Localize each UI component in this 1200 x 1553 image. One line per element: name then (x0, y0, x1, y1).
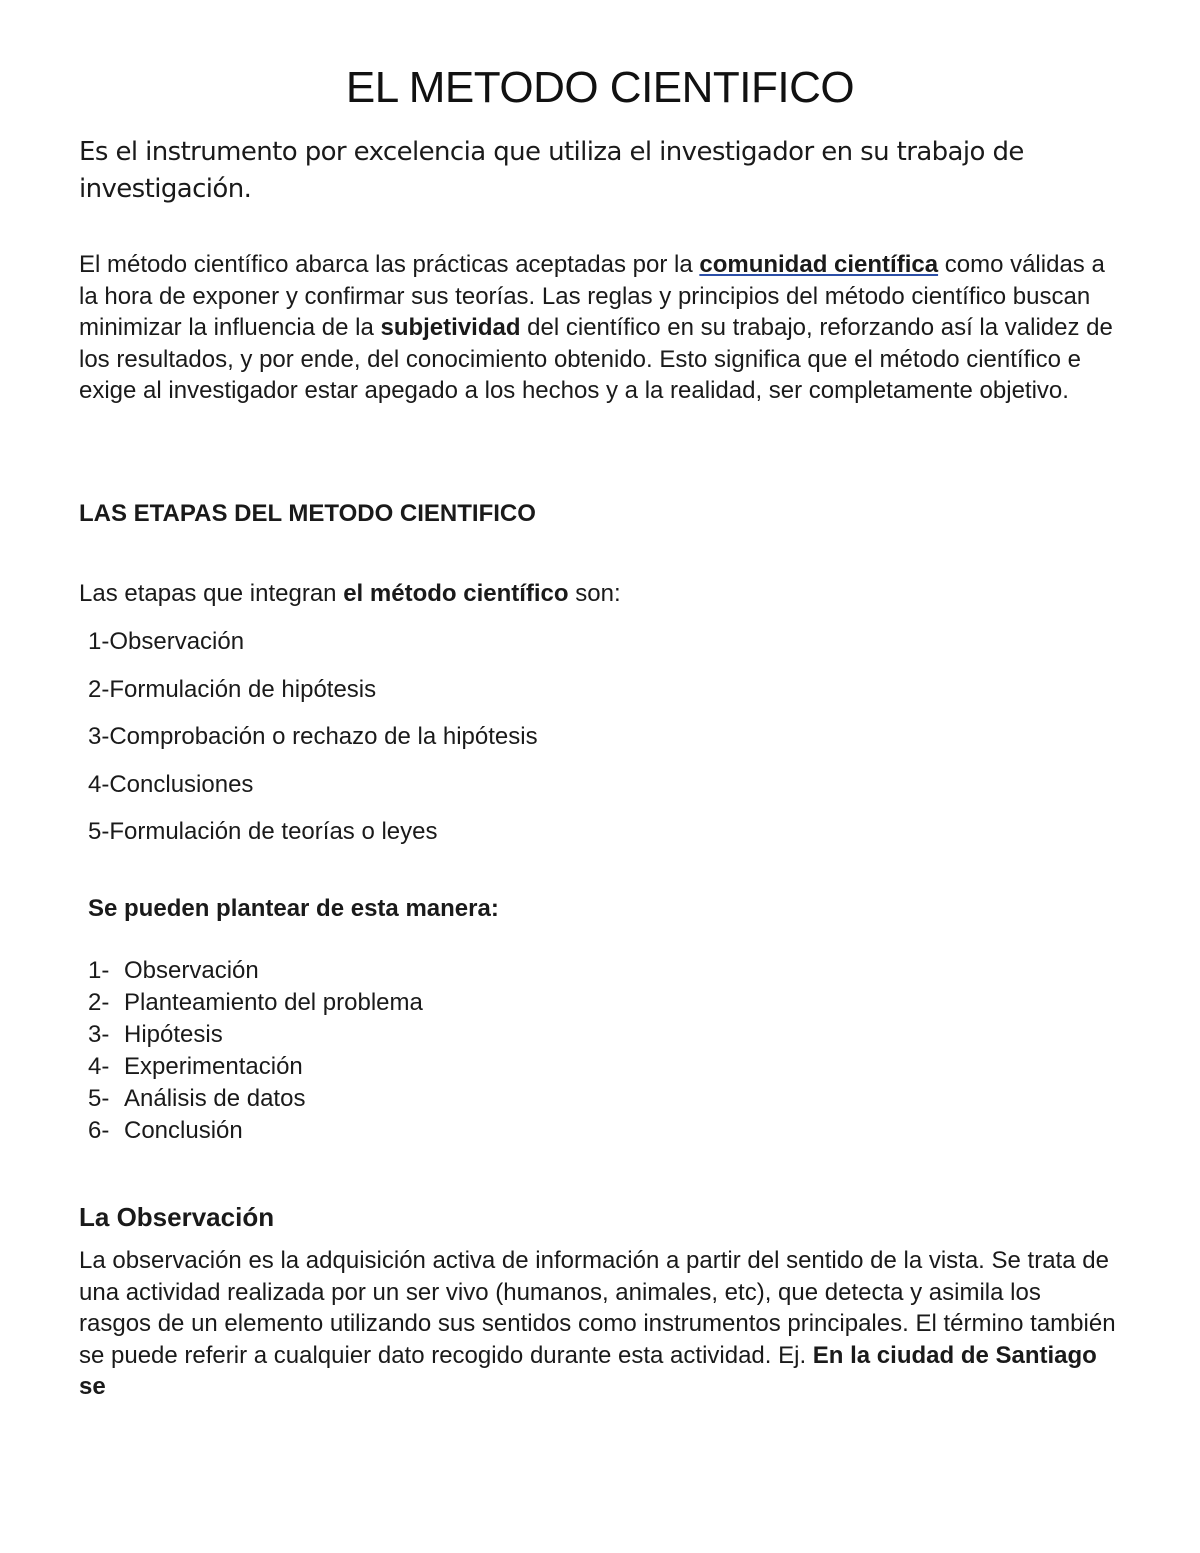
list-item: 4-Conclusiones (88, 770, 254, 798)
alt-stages-list (88, 955, 423, 1147)
paragraph2-bold-example: En la ciudad de Santiago se (79, 1341, 1097, 1400)
observation-heading: La Observación (79, 1202, 275, 1232)
stages-heading: LAS ETAPAS DEL METODO CIENTIFICO (79, 500, 536, 527)
method-description-paragraph (79, 249, 1119, 407)
paragraph2-text: La observación es la adquisición activa de información a partir del sentido de la vista. Se trata de una actividad realizada por un ser vivo (humanos, animales, etc), que detecta y asimila los rasgos de un elemento utilizando sus sentidos como instrumentos principales. El término también se puede referir a cualquier dato recogido durante esta actividad. Ej. (79, 1247, 1116, 1369)
list-item (88, 1115, 423, 1147)
stages-list (88, 626, 538, 864)
list-label: Experimentación (124, 1053, 303, 1080)
intro-paragraph: Es el instrumento por excelencia que utiliza el investigador en su trabajo de investigación. (79, 137, 1024, 204)
list-item (88, 1019, 423, 1051)
list-number: 3- (88, 1021, 110, 1048)
list-number: 1- (88, 957, 110, 984)
stages-intro-post: son: (568, 580, 621, 607)
list-number: 2- (88, 989, 110, 1016)
alt-stages-heading: Se pueden plantear de esta manera: (88, 895, 499, 922)
list-item (88, 987, 423, 1019)
list-label: Conclusión (124, 1117, 243, 1144)
list-item (88, 1051, 423, 1083)
list-item (88, 955, 423, 987)
paragraph1-text-3: del científico en su trabajo, reforzando así la validez de los resultados, y por ende, del conocimiento obtenido. Esto significa que el método científico e exige al investigador estar apegado a los hechos y a la realidad, ser completamente objetivo. (79, 314, 1113, 404)
list-label: Análisis de datos (124, 1085, 306, 1112)
paragraph1-text-2: como válidas a la hora de exponer y confirmar sus teorías. Las reglas y principios del método científico buscan minimizar la influencia de la (79, 251, 1105, 341)
comunidad-cientifica-link[interactable]: comunidad científica (699, 251, 939, 278)
page-title: EL METODO CIENTIFICO (345, 63, 855, 112)
list-item: 3-Comprobación o rechazo de la hipótesis (88, 723, 538, 750)
observation-paragraph (79, 1245, 1119, 1403)
list-label: Planteamiento del problema (124, 989, 423, 1016)
stages-intro-pre: Las etapas que integran (79, 580, 344, 607)
list-number: 6- (88, 1117, 110, 1144)
list-number: 4- (88, 1053, 110, 1080)
list-number: 5- (88, 1085, 110, 1112)
list-label: Observación (124, 957, 259, 984)
list-item: 5-Formulación de teorías o leyes (88, 818, 438, 845)
list-label: Hipótesis (124, 1021, 223, 1048)
list-item: 2-Formulación de hipótesis (88, 675, 377, 703)
stages-intro (79, 578, 621, 610)
paragraph1-text-1: El método científico abarca las prácticas aceptadas por la (79, 251, 700, 278)
list-item: 1-Observación (88, 628, 245, 655)
subjetividad-term: subjetividad (380, 314, 521, 341)
list-item (88, 1083, 423, 1115)
stages-intro-bold: el método científico (343, 580, 569, 607)
